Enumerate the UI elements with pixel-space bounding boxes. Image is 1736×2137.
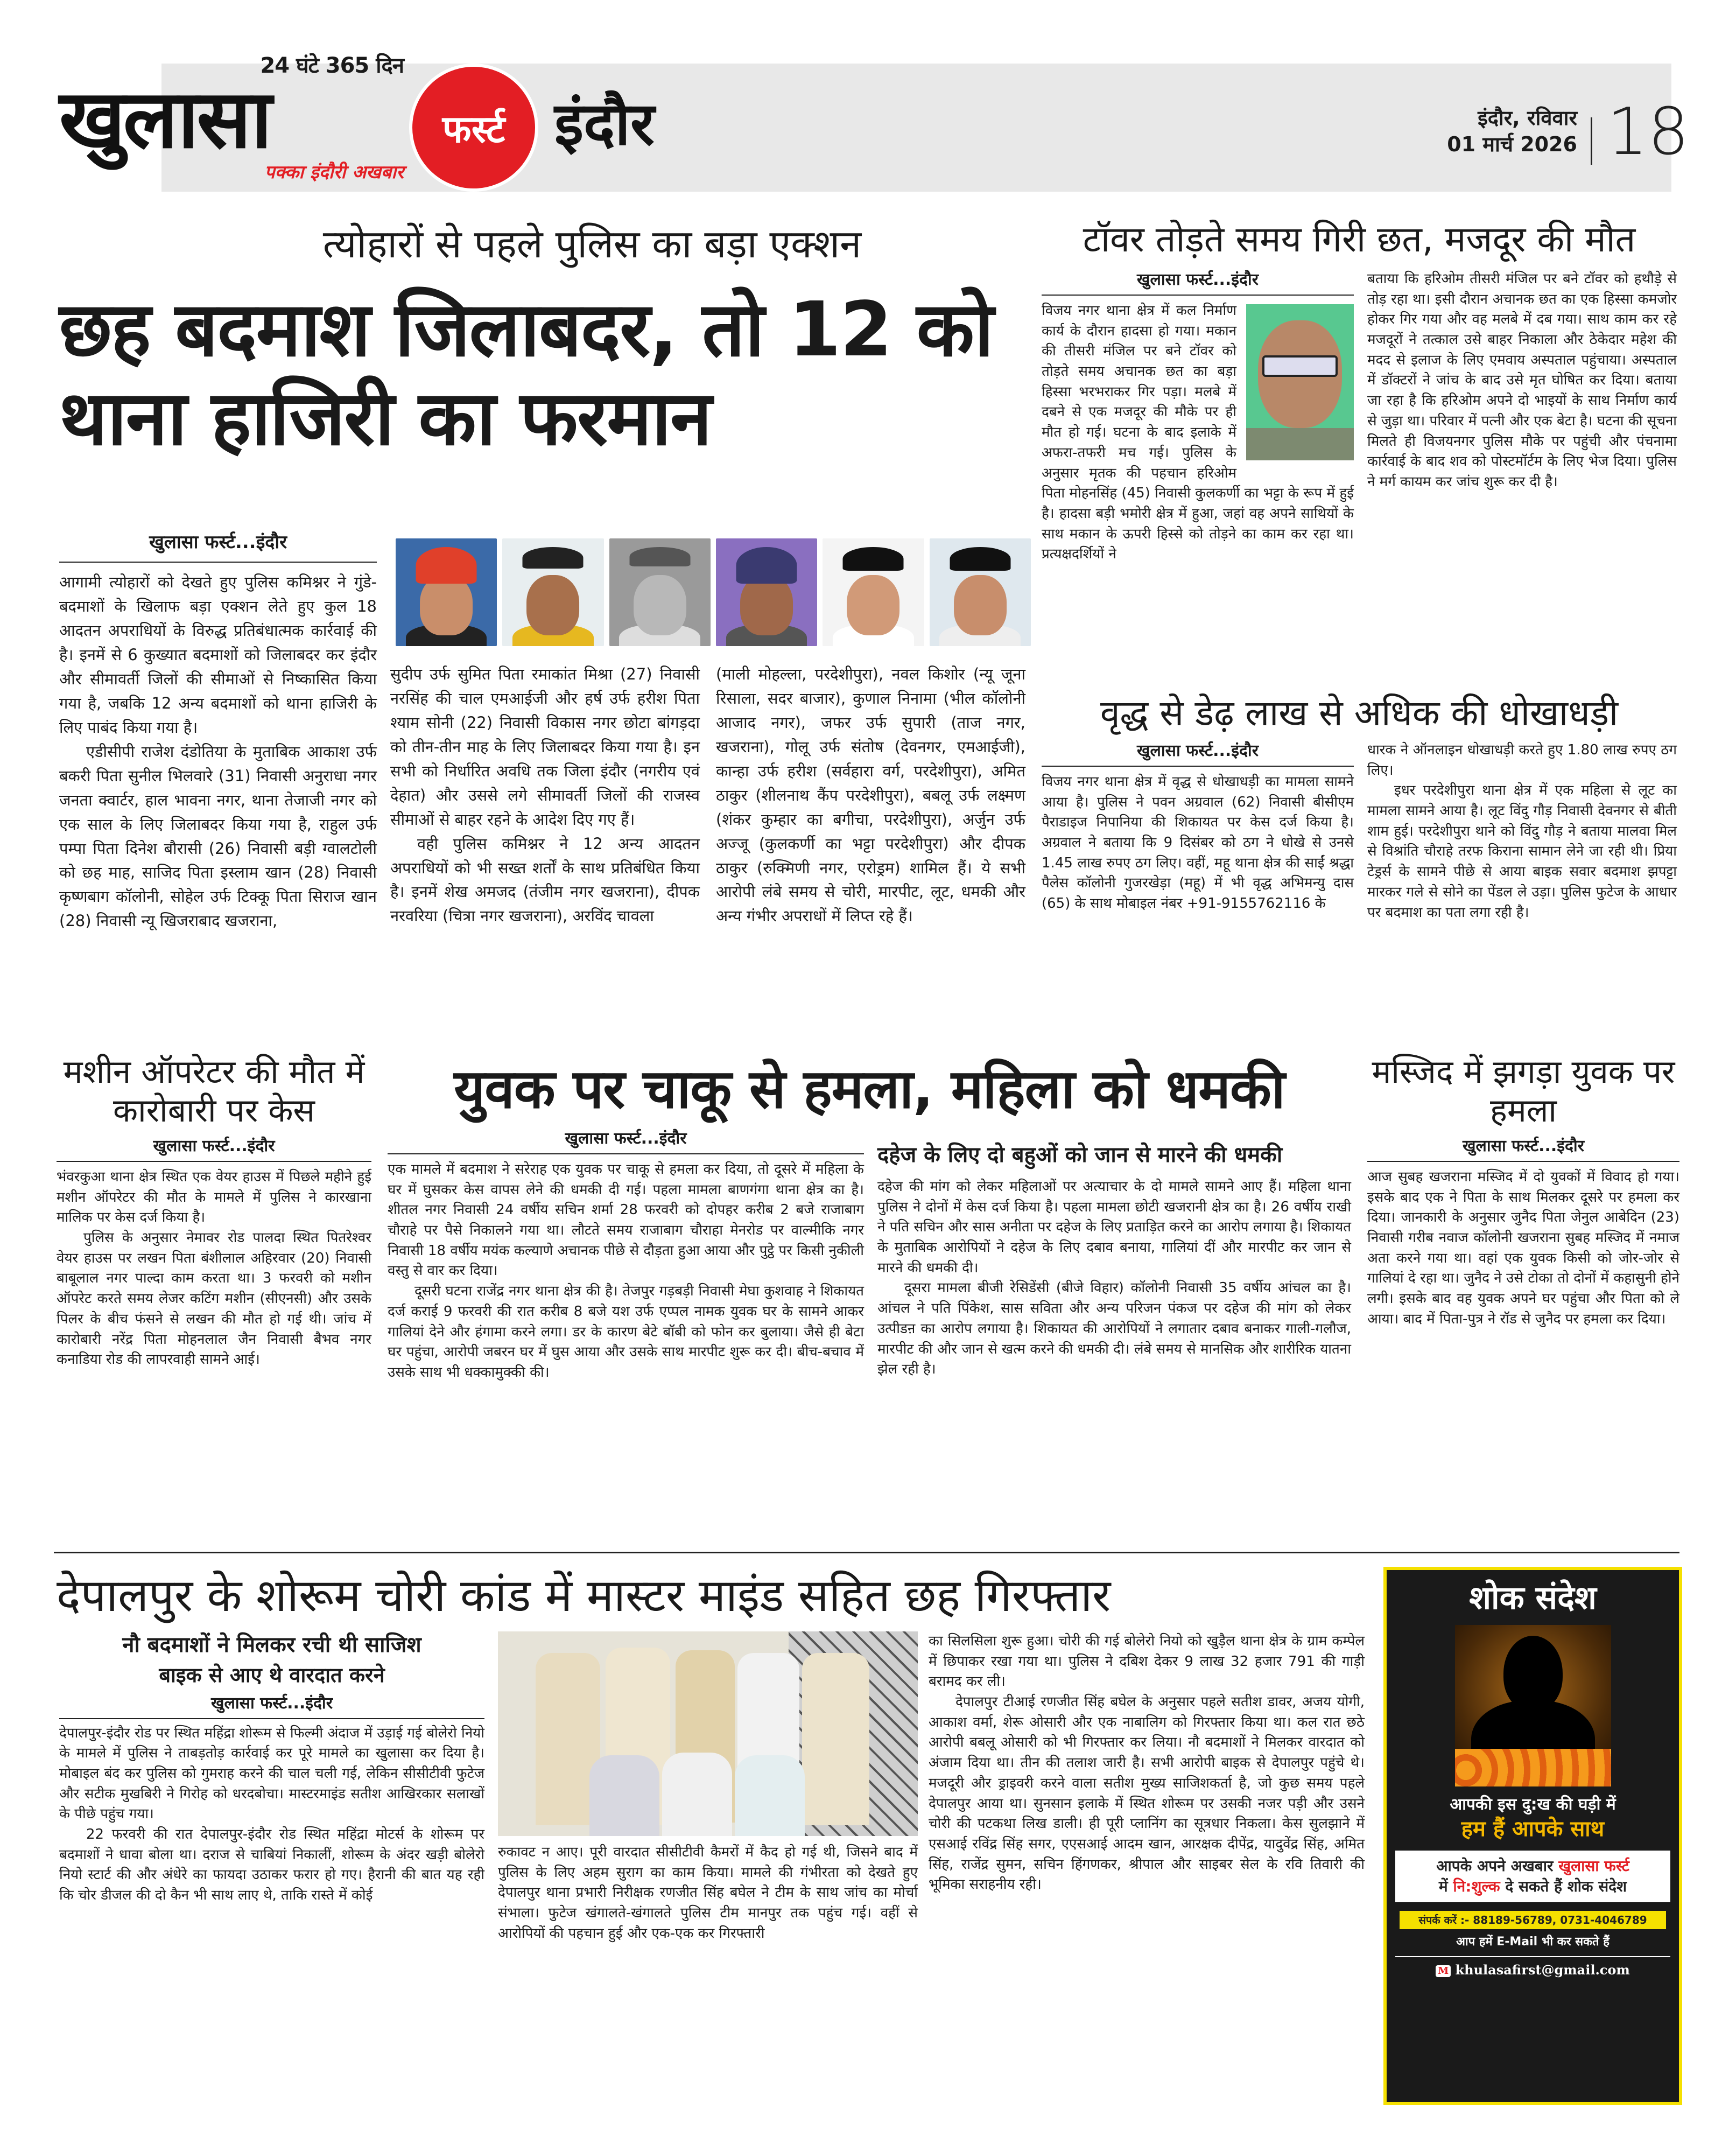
- mosque-byline: खुलासा फर्स्ट...इंदौर: [1367, 1136, 1679, 1162]
- machine-para: भंवरकुआ थाना क्षेत्र स्थित एक वेयर हाउस में पिछले महीने हुई मशीन ऑपरेटर की मौत के मामले में पुलिस ने कारखाना मालिक पर केस दर्ज किया है।: [57, 1169, 371, 1226]
- machine-body: [57, 1167, 371, 1370]
- tower-col1-wrap: मंजिल पर बने टॉवर को तोड़ते समय अचानक छत का बड़ा हिस्सा भरभराकर गिर पड़ा। मलबे में दबने से एक मजदूर की मौके पर ही मौत हो गई। घटना के बाद इलाके में अफरा-तफरी मच गई। पुलिस के अनुसार मृतक की पहचान: [1042, 343, 1236, 481]
- tower-col2-wrap: मजदूरों ने तत्काल उसे बाहर निकाला और ठेकेदार महेश की मदद से इलाज के लिए एमवाय अस्पताल पहुंचाया। अस्पताल में डॉक्टरों ने जांच के बाद उसे मृत घोषित कर दिया। बताया जा रहा है कि हरिओम अपने दो भाइयों के साथ निर्माण कार्य से: [1367, 332, 1677, 429]
- dowry-para: दूसरा मामला बीजी रेसिडेंसी (बीजे विहार) कॉलोनी निवासी 35 वर्षीय आंचल का है। आंचल ने पति पिंकेश, सास सविता और अन्य परिजन पंकज पर दहेज की मांग को लेकर उत्पीडऩ का आरोप लगाया है। शिकायत की आरोपियों ने लगातार दबाव बनाकर गाली-गलौज, मारपीट की और जान से खत्म करने की धमकी दी। लंबे समय से मानसिक और शारीरिक यातना झेल रही है।: [877, 1280, 1351, 1378]
- logo-circle-text: फर्स्ट: [442, 107, 505, 151]
- mosque-story: [1367, 1053, 1679, 1330]
- ad-email[interactable]: khulasafirst@gmail.com: [1455, 1962, 1630, 1978]
- ad-silhouette-image: [1455, 1625, 1611, 1786]
- silhouette-head: [1503, 1636, 1563, 1711]
- victim-photo: [1246, 304, 1354, 460]
- logo: [59, 54, 404, 183]
- depalpur-col-2-wrap: [498, 1631, 918, 1944]
- knife-story: [388, 1128, 864, 1383]
- ad-box-brand: खुलासा फर्स्ट: [1558, 1857, 1629, 1875]
- lead-para: एडीसीपी राजेश दंडोतिया के मुताबिक आकाश उर्फ बकरी पिता सुनील भिलवारे (31) निवासी अनुराधा नगर जनता क्वार्टर, हाल भावना नगर, थाना तेजाजी नगर को एक साल के लिए जिलाबदर किया गया है, राहुल उर्फ पम्पा पिता दिनेश बौरासी (26) निवासी बड़ी ग्वालटोली को छह माह, साजिद पिता इस्लाम खान (28) निवासी कृष्णबाग कॉलोनी, सोहेल उर्फ टिक्कू पिता सिराज खान (28) निवासी न्यू खिजराबाद खजराना,: [59, 742, 377, 930]
- lead-col-3: [716, 662, 1025, 928]
- suspect-photo: [502, 538, 603, 646]
- fraud-col-2: [1367, 740, 1677, 923]
- ad-line2: हम हैं आपके साथ: [1461, 1817, 1605, 1841]
- fraud-col-1-wrap: [1042, 740, 1354, 914]
- tower-byline: खुलासा फर्स्ट...इंदौर: [1042, 269, 1354, 296]
- knife-byline: खुलासा फर्स्ट...इंदौर: [388, 1128, 864, 1154]
- knife-headline: युवक पर चाकू से हमला, महिला को धमकी: [454, 1057, 1285, 1120]
- depalpur-byline: खुलासा फर्स्ट...इंदौर: [59, 1693, 484, 1719]
- ad-contact: संपर्क करें :- 88189-56789, 0731-4046789: [1400, 1911, 1666, 1929]
- marigold-flowers: [1455, 1749, 1611, 1786]
- sunglasses-icon: [1262, 355, 1338, 377]
- ad-box-text: दे सकते हैं शोक संदेश: [1500, 1877, 1627, 1895]
- suspect-photo-strip: [396, 538, 1031, 646]
- lead-para: सुदीप उर्फ सुमित पिता रमाकांत मिश्रा (27) निवासी नरसिंह की चाल एमआईजी और हर्ष उर्फ हरीश पिता श्याम सोनी (22) निवासी विकास नगर छोटा बांगड़दा को तीन-तीन माह के लिए जिलाबदर किया गया है। इन सभी को निर्धारित अवधि तक जिला इंदौर (नगरीय एवं देहात) और उससे लगे सीमावर्ती जिलों की राजस्व सीमाओं से बाहर रहने के आदेश दिए गए हैं।: [390, 665, 700, 829]
- logo-wordmark: खुलासा: [59, 73, 270, 166]
- mosque-headline: मस्जिद में झगड़ा युवक पर हमला: [1372, 1053, 1675, 1130]
- ad-email-row: [1395, 1956, 1670, 1978]
- tower-col-2: [1367, 269, 1677, 493]
- knife-body: [388, 1160, 864, 1383]
- suspect-photo: [823, 538, 924, 646]
- lead-byline: खुलासा फर्स्ट...इंदौर: [59, 530, 377, 563]
- officer: [802, 1653, 869, 1825]
- logo-circle: [409, 64, 538, 192]
- condolence-ad: [1383, 1567, 1682, 2105]
- dowry-headline: दहेज के लिए दो बहुओं को जान से मारने की धमकी: [877, 1143, 1283, 1167]
- edition-city: इंदौर: [554, 89, 655, 158]
- knife-para: एक मामले में बदमाश ने सरेराह एक युवक पर चाकू से हमला कर दिया, तो दूसरे में महिला के घर में घुसकर केस वापस लेने की धमकी दी गई। पहला मामला बाणगंगा थाना क्षेत्र का है। शीतल नगर निवासी 24 वर्षीय सचिन शर्मा 28 फरवरी को दोपहर करीब 2 बजे राजाबाग चौराहे पर पैसे निकालने गया था। लौटते समय राजाबाग चौराहा मेनरोड पर वाल्मीकि नगर निवासी 18 वर्षीय मयंक कल्याणे अचानक पीछे से दौड़ता हुआ आया और पुट्ठे पर किसी नुकीली वस्तु से वार कर दिया।: [388, 1161, 864, 1279]
- machine-byline: खुलासा फर्स्ट...इंदौर: [57, 1136, 371, 1162]
- lead-col-1-wrap: [59, 530, 377, 933]
- depalpur-para: 22 फरवरी की रात देपालपुर-इंदौर रोड स्थित महिंद्रा मोटर्स के शोरूम पर बदमाशों ने धावा बोला था। दराज से चाबियां निकालीं, शोरूम के अंदर खड़ी बोलेरो नियो स्टार्ट की और अंधेरे का फायदा उठाकर फरार हो गए। हैरानी की बात यह रही कि चोर डीजल की दो कैन भी साथ लाए थे, ताकि रास्ते में कोई: [59, 1826, 484, 1903]
- fraud-col-1: विजय नगर थाना क्षेत्र में वृद्ध से धोखाधड़ी का मामला सामने आया है। पुलिस ने पवन अग्रवाल (62) निवासी बीसीएम पैराडाइज निपानिया की शिकायत पर केस दर्ज किया है। अग्रवाल ने बताया कि 9 दिसंबर को ठग ने धोखे से उनसे 1.45 लाख रुपए ठग लिए। वहीं, महू थाना क्षेत्र की साईं श्रद्धा पैलेस कॉलोनी गुजरखेड़ा (महू) में भी वृद्ध अभिमन्यु दास (65) के साथ मोबाइल नंबर +91-9155762116 के: [1042, 774, 1354, 912]
- dateline-divider: [1591, 117, 1592, 165]
- suspect-photo: [396, 538, 497, 646]
- ad-line1: आपकी इस दु:ख की घड़ी में: [1450, 1795, 1616, 1814]
- ad-box-free: नि:शुल्क: [1453, 1877, 1500, 1895]
- lead-para: (माली मोहल्ला, परदेशीपुरा), नवल किशोर (न्यू जूना रिसाला, सदर बाजार), कुणाल निनामा (भील कॉलोनी आजाद नगर), जफर उर्फ सुपारी (ताज नगर, खजराना), गोलू उर्फ संतोष (देवनगर, एमआईजी), कान्हा उर्फ हरीश (सर्वहारा वर्ग, परदेशीपुरा), अमित ठाकुर (शीलनाथ कैंप परदेशीपुरा), बबलू उर्फ लक्ष्मण (शंकर कुम्हार का बगीचा, परदेशीपुरा), अर्जुन उर्फ अज्जू (कुलकर्णी का भट्टा परदेशीपुरा) और दीपक ठाकुर (रुक्मिणी नगर, एरोड्रम) शामिल हैं। ये सभी आरोपी लंबे समय से चोरी, मारपीट, लूट, धमकी और अन्य गंभीर अपराधों में लिप्त रहे हैं।: [716, 665, 1025, 926]
- dowry-body: [877, 1177, 1351, 1380]
- accused: [589, 1755, 659, 1836]
- fraud-para: इधर परदेशीपुरा थाना क्षेत्र में एक महिला से लूट का मामला सामने आया है। लूट विंदु गौड़ निवासी देवनगर से बीती शाम हुई। परदेशीपुरा थाने को विंदु गौड़ ने बताया मालवा मिल से विश्रांति चौराहे तरफ किराना सामान लेने जा रही थी। प्रिया टेड्रर्स के सामने पीछे से आया बाइक सवार बदमाश झपट्टा मारकर गले से सोने का पेंडल ले उड़ा। पुलिस फुटेज के आधार पर बदमाश का पता लगा रही है।: [1367, 782, 1677, 921]
- accused: [735, 1755, 805, 1836]
- lead-headline: छह बदमाश जिलाबदर, तो 12 को थाना हाजिरी का फरमान: [59, 286, 993, 463]
- tower-col2-bottom: जुड़ा था। परिवार में पत्नी और एक बेटा है। घटना की सूचना मिलते ही विजयनगर पुलिस मौके पर पहुंची और पंचनामा कार्रवाई के बाद शव को पोस्टमॉर्टम के लिए भेज दिया। पुलिस ने मर्ग कायम कर जांच शुरू कर दी है।: [1367, 412, 1677, 490]
- logo-subtitle: पक्का इंदौरी अखबार: [264, 161, 404, 183]
- depalpur-subhead-1: नौ बदमाशों ने मिलकर रची थी साजिश: [122, 1632, 421, 1657]
- lead-col-2: [390, 662, 700, 928]
- suspect-photo: [716, 538, 817, 646]
- machine-para: पुलिस के अनुसार नेमावर रोड पालदा स्थित पितरेश्वर वेयर हाउस पर लखन पिता बंशीलाल अहिरवार (20) निवासी बाबूलाल नगर पाल्दा काम करता था। 3 फरवरी को मशीन ऑपरेट करते समय लेजर कटिंग मशीन (सीएनसी) और उसके पिलर के बीच फंसने से लखन की मौत हो गई थी। जांच में कारोबारी नरेंद्र पिता मोहनलाल जैन निवासी बैभव नगर कनाडिया रोड की लापरवाही सामने आई।: [57, 1230, 371, 1368]
- suspect-photo: [930, 538, 1031, 646]
- suspect-photo: [609, 538, 711, 646]
- logo-tagline: 24 घंटे 365 दिन: [260, 53, 404, 78]
- section-rule: [54, 1552, 1679, 1553]
- ad-box-text: आपके अपने अखबार: [1436, 1857, 1559, 1875]
- fraud-headline: वृद्ध से डेढ़ लाख से अधिक की धोखाधड़ी: [1100, 692, 1619, 734]
- dateline-day: इंदौर, रविवार: [1478, 106, 1577, 130]
- depalpur-para: देपालपुर टीआई रणजीत सिंह बघेल के अनुसार पहले सतीश डावर, अजय योगी, आकाश वर्मा, शेरू ओसारी और एक नाबालिग को गिरफ्तार किया था। कल रात छठे आरोपी बबलू ओसारी को भी गिरफ्तार कर लिया। नौ बदमाशों ने मिलकर वारदात को अंजाम दिया था। तीन की तलाश जारी है। सभी आरोपी बाइक से देपालपुर पहुंचे थे। मजदूरी और ड्राइवरी करने वाला सतीश मुख्य साजिशकर्ता है, जो कुछ समय पहले देपालपुर आया था। सुनसान इलाके में स्थित शोरूम पर उसकी नजर पड़ी और उसने चोरी की पटकथा लिख डाली। ही पूरी प्लानिंग का सूत्रधार निकला। केस सुलझाने में एसआई रविंद्र सिंह सगर, एएसआई आदम खान, आरक्षक दीपेंद्र, यादुवेंद्र सिंह, अमित सिंह, राजेंद्र सुमन, सचिन हिंगणकर, श्रीपाल और साइबर सेल के रवि तिवारी की भूमिका सराहनीय रही।: [929, 1694, 1365, 1893]
- depalpur-para: देपालपुर-इंदौर रोड पर स्थित महिंद्रा शोरूम से फिल्मी अंदाज में उड़ाई गई बोलेरो नियो के मामले में पुलिस ने ताबड़तोड़ कार्रवाई कर पूरे मामले का खुलासा कर दिया है। मोबाइल बंद कर पुलिस को गुमराह करने की चाल चली गई, लेकिन सीसीटीवी फुटेज और सटीक मुखबिरी ने गिरोह को धरदबोचा। मास्टरमाइंड सतीश आखिरकार सलाखों के पीछे पहुंच गया।: [59, 1725, 484, 1823]
- tower-col-1: [1042, 269, 1354, 565]
- ad-email-note: आप हमें E-Mail भी कर सकते हैं: [1456, 1935, 1610, 1949]
- fraud-byline: खुलासा फर्स्ट...इंदौर: [1042, 740, 1354, 767]
- dowry-story: [877, 1141, 1351, 1380]
- depalpur-para: का सिलसिला शुरू हुआ। चोरी की गई बोलेरो नियो को खुडै़ल थाना क्षेत्र के ग्राम कम्पेल में छिपाकर रखा गया था। पुलिस ने दबिश देकर 9 लाख 32 हजार 791 की गाड़ी बरामद कर ली।: [929, 1633, 1365, 1690]
- tower-col2-top: बताया कि हरिओम तीसरी मंजिल पर बने टॉवर को हथौड़े से तोड़ रहा था। इसी दौरान अचानक छत का एक हिस्सा कमजोर होकर गिर गया और वह मलबे में दब गया। साथ काम कर रहे: [1367, 271, 1677, 328]
- accused: [662, 1753, 732, 1836]
- lead-para: आगामी त्योहारों को देखते हुए पुलिस कमिश्नर ने गुंडे-बदमाशों के खिलाफ बड़ा एक्शन लेते हुए कुल 18 आदतन अपराधियों के विरुद्ध प्रतिबंधात्मक कार्रवाई की है। इनमें से 6 कुख्यात बदमाशों को जिलाबदर कर इंदौर और सीमावर्ती जिलों की सीमाओं से निष्कासित किया गया है, जबकि 12 अन्य बदमाशों को थाना हाजिरी के लिए पाबंद किया गया है।: [59, 573, 377, 737]
- page-number: 18: [1607, 95, 1689, 170]
- tower-headline: टॉवर तोड़ते समय गिरी छत, मजदूर की मौत: [1083, 219, 1636, 260]
- ad-box-text: में: [1438, 1877, 1453, 1895]
- depalpur-col-1-wrap: [59, 1631, 484, 1906]
- ad-title: शोक संदेश: [1469, 1579, 1597, 1617]
- ad-free-box: [1395, 1851, 1670, 1902]
- tower-col1-text: [1042, 301, 1354, 565]
- knife-para: दूसरी घटना राजेंद्र नगर थाना क्षेत्र की है। तेजपुर गड़बड़ी निवासी मेघा कुशवाह ने शिकायत दर्ज कराई 9 फरवरी की रात करीब 8 बजे यश उर्फ एप्पल नामक युवक घर के सामने आकर गालियां देने और हंगामा करने लगा। डर के कारण बेटे बॉबी को फोन कर बुलाया। जैसे ही बेटा घर पहुंचा, आरोपी जबरन घर में घुस आया और उसके साथ मारपीट शुरू कर दी। बीच-बचाव में उसके साथ भी धक्कामुक्की की।: [388, 1283, 864, 1381]
- machine-headline: मशीन ऑपरेटर की मौत में कारोबारी पर केस: [63, 1053, 365, 1130]
- depalpur-subhead-2: बाइक से आए थे वारदात करने: [159, 1663, 385, 1687]
- depalpur-col-1: [59, 1723, 484, 1906]
- lead-kicker: त्योहारों से पहले पुलिस का बड़ा एक्शन: [322, 221, 862, 267]
- dowry-para: दहेज की मांग को लेकर महिलाओं पर अत्याचार के दो मामले सामने आए हैं। महिला थाना पुलिस ने दोनों में केस दर्ज किया है। पहला मामला छोटी खजरानी क्षेत्र का है। 26 वर्षीय राखी ने पति सचिन और सास अनीता पर दहेज के लिए प्रताड़ित करने का आरोप लगाया है। शिकायत के मुताबिक आरोपियों ने दहेज के लिए दबाव बनाया, गालियां दीं और मारपीट कर जान से मारने की धमकी दी।: [877, 1179, 1351, 1276]
- tower-col1-top: विजय नगर थाना क्षेत्र में कल निर्माण कार्य के दौरान हादसा हो गया। मकान की तीसरी: [1042, 303, 1236, 360]
- gmail-icon: M: [1436, 1965, 1451, 1977]
- depalpur-headline: देपालपुर के शोरूम चोरी कांड में मास्टर माइंड सहित छह गिरफ्तार: [57, 1569, 1111, 1622]
- lead-para: वही पुलिस कमिश्नर ने 12 अन्य आदतन अपराधियों को भी सख्त शर्तों के साथ प्रतिबंधित किया है। इनमें शेख अमजद (तंजीम नगर खजराना), दीपक नरवरिया (चित्रा नगर खजराना), अरविंद चावला: [390, 834, 700, 926]
- dateline: [1378, 105, 1577, 158]
- dateline-date: 01 मार्च 2026: [1447, 132, 1577, 157]
- fraud-para: धारक ने ऑनलाइन धोखाधड़ी करते हुए 1.80 लाख रुपए ठग लिए।: [1367, 742, 1677, 779]
- depalpur-col-3: [929, 1631, 1365, 1895]
- machine-story: [57, 1053, 371, 1370]
- victim-shirt: [1246, 428, 1354, 460]
- tower-col1-bottom: हरिओम पिता मोहनसिंह (45) निवासी कुलकर्णी का भट्टा के रूप में हुई है। हादसा बड़ी भमोरी क्षेत्र में हुआ, जहां वह अपने साथियों के साथ मकान के ऊपरी हिस्से को तोड़ने का काम कर रहा था। प्रत्यक्षदर्शियों ने: [1042, 465, 1354, 563]
- arrest-photo: [498, 1631, 918, 1836]
- mosque-body: आज सुबह खजराना मस्जिद में दो युवकों में विवाद हो गया। इसके बाद एक ने पिता के साथ मिलकर दूसरे पर हमला कर दिया। जानकारी के अनुसार जुनैद पिता जेनुल आबेदिन (23) निवासी गरीब नवाज कॉलोनी खजराना सुबह मस्जिद में नमाज अता करने गया था। वहां एक युवक किसी को जोर-जोर से गालियां दे रहा था। जुनैद ने उसे टोका तो दोनों में कहासुनी होने लगी। इसके बाद वह युवक अपने घर पहुंचा और पिता को ले आया। बाद में पिता-पुत्र ने रॉड से जुनैद पर हमला कर दिया।: [1367, 1169, 1679, 1327]
- depalpur-col-2: रुकावट न आए। पूरी वारदात सीसीटीवी कैमरों में कैद हो गई थी, जिसने बाद में पुलिस के लिए अहम सुराग का काम किया। मामले की गंभीरता को देखते हुए देपालपुर थाना प्रभारी निरीक्षक रणजीत सिंह बघेल ने टीम के साथ जांच का मोर्चा संभाला। फुटेज खंगालते-खंगालते पुलिस टीम मानपुर तक पहुंच गई। वहीं से आरोपियों की पहचान हुई और एक-एक कर गिरफ्तारी: [498, 1844, 918, 1942]
- lead-col-1: [59, 570, 377, 933]
